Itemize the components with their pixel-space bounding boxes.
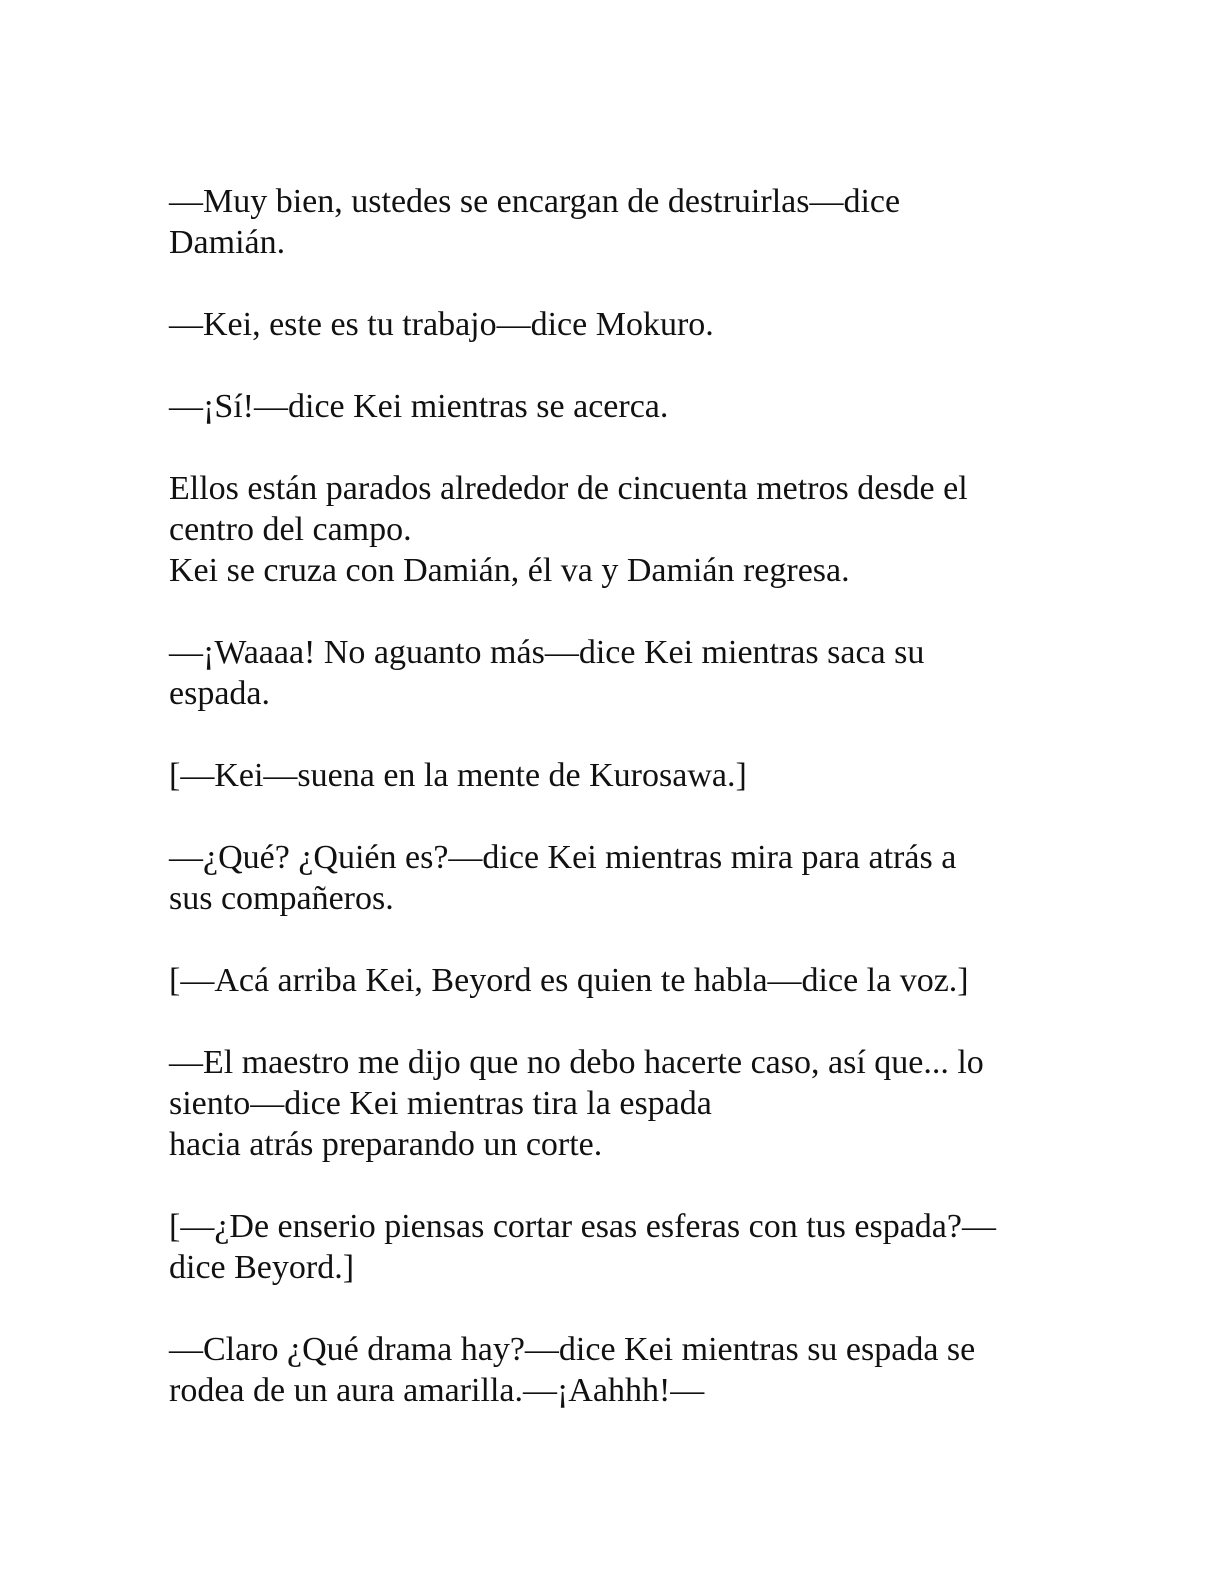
text-line: hacia atrás preparando un corte.: [169, 1126, 603, 1163]
text-line: sus compañeros.: [169, 880, 394, 917]
paragraph-8: [169, 960, 1069, 1001]
text-line: [—Acá arriba Kei, Beyord es quien te habla—dice la voz.]: [169, 962, 969, 999]
paragraph-6: [169, 755, 1069, 796]
text-line: Damián.: [169, 224, 286, 261]
text-line: [—¿De enserio piensas cortar esas esferas con tus espada?—: [169, 1208, 996, 1245]
paragraph-11: [169, 1329, 1069, 1411]
paragraph-10: [169, 1206, 1069, 1288]
text-line: centro del campo.: [169, 511, 412, 548]
text-line: espada.: [169, 675, 271, 712]
text-line: —Kei, este es tu trabajo—dice Mokuro.: [169, 306, 714, 343]
text-line: siento—dice Kei mientras tira la espada: [169, 1085, 712, 1122]
paragraph-1: [169, 181, 1069, 263]
text-line: —El maestro me dijo que no debo hacerte caso, así que... lo: [169, 1044, 984, 1081]
text-line: —Claro ¿Qué drama hay?—dice Kei mientras su espada se: [169, 1331, 976, 1368]
text-line: —¡Waaaa! No aguanto más—dice Kei mientras saca su: [169, 634, 925, 671]
text-line: [—Kei—suena en la mente de Kurosawa.]: [169, 757, 747, 794]
paragraph-4: [169, 468, 1069, 591]
text-line: —¿Qué? ¿Quién es?—dice Kei mientras mira para atrás a: [169, 839, 957, 876]
text-line: rodea de un aura amarilla.—¡Aahhh!—: [169, 1372, 705, 1409]
text-line: —Muy bien, ustedes se encargan de destruirlas—dice: [169, 183, 901, 220]
text-line: Kei se cruza con Damián, él va y Damián regresa.: [169, 552, 850, 589]
paragraph-9: [169, 1042, 1069, 1165]
text-line: —¡Sí!—dice Kei mientras se acerca.: [169, 388, 669, 425]
paragraph-5: [169, 632, 1069, 714]
paragraph-3: [169, 386, 1069, 427]
paragraph-7: [169, 837, 1069, 919]
document-body: [169, 181, 1069, 1452]
text-line: dice Beyord.]: [169, 1249, 355, 1286]
text-line: Ellos están parados alrededor de cincuenta metros desde el: [169, 470, 968, 507]
paragraph-2: [169, 304, 1069, 345]
